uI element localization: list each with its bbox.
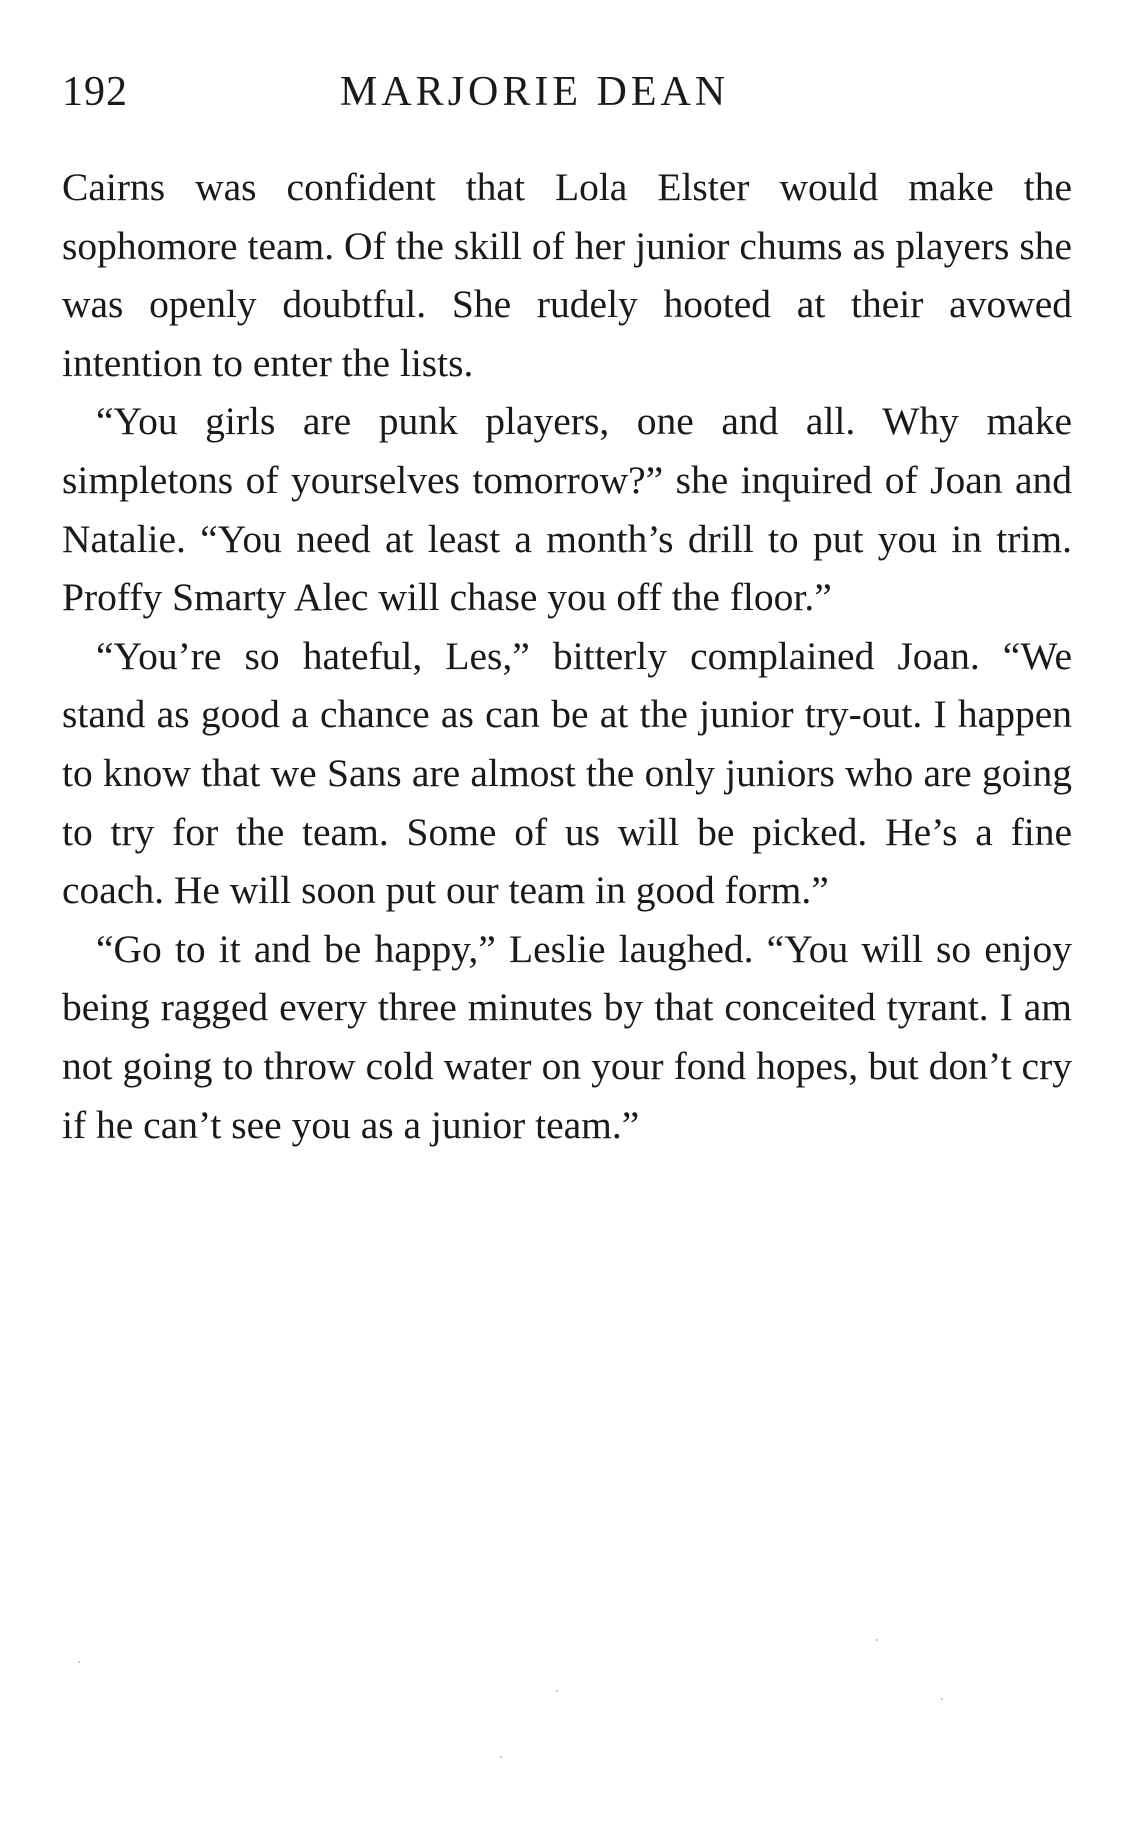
paragraph-2: “You girls are punk players, one and all. Why make simpletons of yourselves tomorrow?” she inquired of Joan and Natalie. “You need at least a month’s drill to put you in trim. Proffy Smarty Alec will chase you off the floor.” [62,399,1072,620]
body-text [62,158,1072,1154]
page-number: 192 [62,69,128,115]
paragraph-4: “Go to it and be happy,” Leslie laughed. “You will so enjoy being ragged every three minutes by that conceited tyrant. I am not going to throw cold water on your fond hopes, but don’t cry if he can’t see you as a junior team.” [62,926,1072,1147]
speck [500,1756,502,1758]
paragraph-3: “You’re so hateful, Les,” bitterly complained Joan. “We stand as good a chance as can be at the junior try-out. I happen to know that we Sans are almost the only juniors who are going to try for the team. Some of us will be picked. He’s a fine coach. He will soon put our team in good form.” [62,633,1072,913]
speck [556,1690,558,1692]
speck [941,1698,943,1700]
speck [876,1639,878,1641]
paragraph-1: Cairns was confident that Lola Elster would make the sophomore team. Of the skill of her junior chums as players she was openly doubtful. She rudely hooted at their avowed intention to enter the lists. [62,165,1072,385]
running-head: MARJORIE DEAN [340,69,730,115]
speck [78,1661,80,1663]
page-header [62,62,1072,122]
